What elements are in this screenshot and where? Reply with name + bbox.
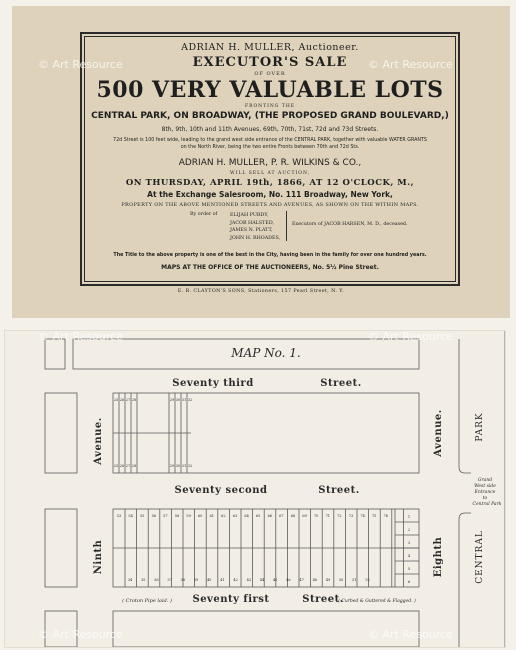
auction-poster bbox=[12, 6, 510, 318]
lot-number: 66 bbox=[267, 514, 273, 518]
left-lower-box bbox=[45, 509, 77, 587]
title-note: The Title to the above property is one of the best in the City, having been in the family for over one hundred years. bbox=[113, 253, 427, 258]
date-line: ON THURSDAY, APRIL 19th, 1866, AT 12 O'CLOCK, M., bbox=[125, 178, 415, 188]
lot-number: 41 bbox=[220, 578, 225, 582]
lot-number: 67 bbox=[279, 514, 284, 518]
lot-number: 50 bbox=[338, 578, 344, 582]
lot-number: 4 bbox=[407, 554, 411, 558]
lot-number: 55 bbox=[139, 514, 145, 518]
lot-number: 65 bbox=[255, 514, 261, 518]
lot-number: 1 bbox=[407, 515, 411, 519]
headline: EXECUTOR'S SALE bbox=[192, 55, 348, 70]
lot-number: 38 bbox=[180, 578, 186, 582]
entrance-line: Central Park bbox=[472, 502, 502, 507]
ninth-label: Ninth bbox=[93, 539, 104, 575]
avenue-left-label: Avenue. bbox=[93, 417, 104, 465]
entrance-line: to bbox=[482, 496, 488, 501]
lot-number: 3 bbox=[407, 541, 411, 545]
lower-lot-lines bbox=[113, 509, 419, 587]
lot-number: 74 bbox=[360, 514, 365, 518]
lot-number: 51 bbox=[352, 578, 357, 582]
lot-number: 26 bbox=[119, 464, 125, 468]
street-71-suffix: Street. bbox=[302, 594, 344, 605]
watermark: © Art Resource bbox=[38, 628, 123, 641]
lot-number: 44 bbox=[259, 578, 265, 582]
venue-line: At the Exchange Salesroom, No. 111 Broadway, New York, bbox=[147, 190, 393, 199]
lot-number: 29 bbox=[169, 398, 175, 402]
street-72-suffix: Street. bbox=[318, 485, 360, 496]
lot-number: 32 bbox=[187, 398, 193, 402]
watermark: © Art Resource bbox=[368, 628, 453, 641]
lot-number: 71 bbox=[325, 514, 331, 518]
avenues-line: 8th, 9th, 10th and 11th Avenues, 69th, 70th, 71st, 72d and 73d Streets. bbox=[161, 126, 379, 133]
lot-number: 28 bbox=[131, 464, 137, 468]
lot-number: 75 bbox=[371, 514, 377, 518]
executor-name: JAMES N. PLATT, bbox=[230, 228, 273, 233]
lot-number: 39 bbox=[193, 578, 199, 582]
lot-number: 60 bbox=[197, 514, 203, 518]
lot-number: 30 bbox=[175, 464, 181, 468]
executors-of-line: Executors of JACOB HARSEN, M. D., deceased. bbox=[292, 222, 408, 227]
eighth-label: Eighth bbox=[433, 536, 444, 578]
auctioneer-line: ADRIAN H. MULLER, Auctioneer. bbox=[181, 42, 359, 53]
location-line: CENTRAL PARK, ON BROADWAY, (THE PROPOSED GRAND BOULEVARD,) bbox=[91, 111, 449, 121]
lot-number: 57 bbox=[163, 514, 168, 518]
watermark: © Art Resource bbox=[368, 58, 453, 71]
lot-number: 40 bbox=[206, 578, 212, 582]
lot-number: 46 bbox=[286, 578, 291, 582]
lot-number: 58 bbox=[174, 514, 180, 518]
lot-number: 45 bbox=[272, 578, 278, 582]
upper-lot-lines bbox=[113, 393, 191, 473]
entrance-note bbox=[473, 477, 502, 507]
description-line-2: on the North River, being the two entire Fronts between 70th and 72d Sts. bbox=[180, 145, 360, 150]
entrance-line: Entrance bbox=[474, 490, 496, 495]
firm-line: ADRIAN H. MULLER, P. R. WILKINS & CO., bbox=[178, 158, 362, 168]
lot-number: 43 bbox=[246, 578, 252, 582]
street-73-suffix: Street. bbox=[320, 378, 362, 389]
lot-number: 25 bbox=[113, 398, 119, 402]
lot-number: 69 bbox=[302, 514, 307, 518]
left-upper-box bbox=[45, 393, 77, 473]
lot-number: 29 bbox=[169, 464, 175, 468]
watermark: © Art Resource bbox=[38, 58, 123, 71]
property-line: PROPERTY ON THE ABOVE MENTIONED STREETS AND AVENUES, AS SHOWN ON THE WITHIN MAPS. bbox=[121, 202, 419, 208]
of-over: OF OVER bbox=[254, 71, 286, 77]
street-72-label: Seventy second bbox=[174, 485, 268, 496]
park-label: PARK bbox=[475, 412, 485, 442]
lot-map bbox=[5, 331, 505, 647]
croton-note: ( Croton Pipe laid. ) bbox=[122, 598, 172, 604]
entrance-line: Grand bbox=[477, 478, 493, 483]
central-label: CENTRAL bbox=[475, 530, 485, 584]
lot-number: 27 bbox=[125, 398, 131, 402]
lot-number: 59 bbox=[186, 514, 191, 518]
lot-number: 31 bbox=[181, 464, 187, 468]
avenue-right-label: Avenue. bbox=[433, 409, 444, 457]
lot-number: 52 bbox=[365, 578, 370, 582]
lot-number: 26 bbox=[119, 398, 125, 402]
lot-number: 31 bbox=[181, 398, 187, 402]
lot-number: 72 bbox=[337, 514, 342, 518]
lot-number: 68 bbox=[290, 514, 296, 518]
by-order-label: By order of bbox=[190, 212, 218, 217]
brace bbox=[286, 211, 290, 241]
executor-name: JACOB HALSTED, bbox=[230, 220, 275, 226]
curbed-note: ( Curbed & Guttered & Flagged. ) bbox=[338, 599, 416, 604]
lot-number: 62 bbox=[221, 514, 226, 518]
lot-number: 56 bbox=[151, 514, 157, 518]
lot-number: 6 bbox=[407, 580, 411, 584]
lot-number: 53 bbox=[116, 514, 122, 518]
maps-note: MAPS AT THE OFFICE OF THE AUCTIONEERS, No. 5½ Pine Street. bbox=[161, 264, 379, 271]
lot-number: 5 bbox=[407, 567, 411, 571]
lot-number: 28 bbox=[131, 398, 137, 402]
executor-name: ELIJAH PURDY, bbox=[230, 213, 269, 218]
lots-headline: 500 VERY VALUABLE LOTS bbox=[96, 77, 444, 103]
lot-number: 27 bbox=[125, 464, 131, 468]
lot-number: 42 bbox=[233, 578, 238, 582]
will-sell-line: WILL SELL AT AUCTION, bbox=[229, 171, 311, 176]
left-top-box bbox=[45, 339, 65, 369]
lot-number: 73 bbox=[348, 514, 354, 518]
lot-number: 35 bbox=[140, 578, 146, 582]
lot-number: 36 bbox=[154, 578, 159, 582]
watermark: © Art Resource bbox=[38, 330, 123, 343]
lot-number: 37 bbox=[167, 578, 172, 582]
lot-number: 70 bbox=[313, 514, 319, 518]
lot-number: 64 bbox=[244, 514, 249, 518]
lot-number: 2 bbox=[407, 528, 411, 532]
printer-line: E. B. CLAYTON'S SONS, Stationers, 157 Pearl Street, N. Y. bbox=[177, 289, 345, 294]
lot-number: 32 bbox=[187, 464, 193, 468]
fronting-line: FRONTING THE bbox=[244, 104, 296, 109]
lot-number: 48 bbox=[312, 578, 318, 582]
park-boundary-upper bbox=[459, 339, 471, 473]
park-boundary-lower bbox=[459, 513, 471, 647]
lot-number: 25 bbox=[113, 464, 119, 468]
street-73-label: Seventy third bbox=[172, 378, 254, 389]
lot-number: 54 bbox=[128, 514, 133, 518]
lot-number: 49 bbox=[325, 578, 331, 582]
lot-number: 30 bbox=[175, 398, 181, 402]
watermark: © Art Resource bbox=[368, 330, 453, 343]
executors-list bbox=[230, 212, 280, 242]
map-sheet bbox=[4, 330, 506, 648]
entrance-line: West side bbox=[474, 484, 496, 489]
description-line-1: 72d Street is 100 feet wide, leading to the grand west side entrance of the CENTRAL PARK, together with valuable WATER GRANTS bbox=[113, 138, 427, 143]
lot-number: 47 bbox=[299, 578, 304, 582]
map-title: MAP No. 1. bbox=[231, 346, 301, 360]
street-71-label: Seventy first bbox=[192, 594, 270, 605]
lot-number: 76 bbox=[383, 514, 389, 518]
executor-name: JOHN H. RHOADES, bbox=[230, 235, 281, 241]
lot-number: 34 bbox=[127, 578, 133, 582]
lot-number: 61 bbox=[209, 514, 215, 518]
lot-number: 63 bbox=[232, 514, 238, 518]
